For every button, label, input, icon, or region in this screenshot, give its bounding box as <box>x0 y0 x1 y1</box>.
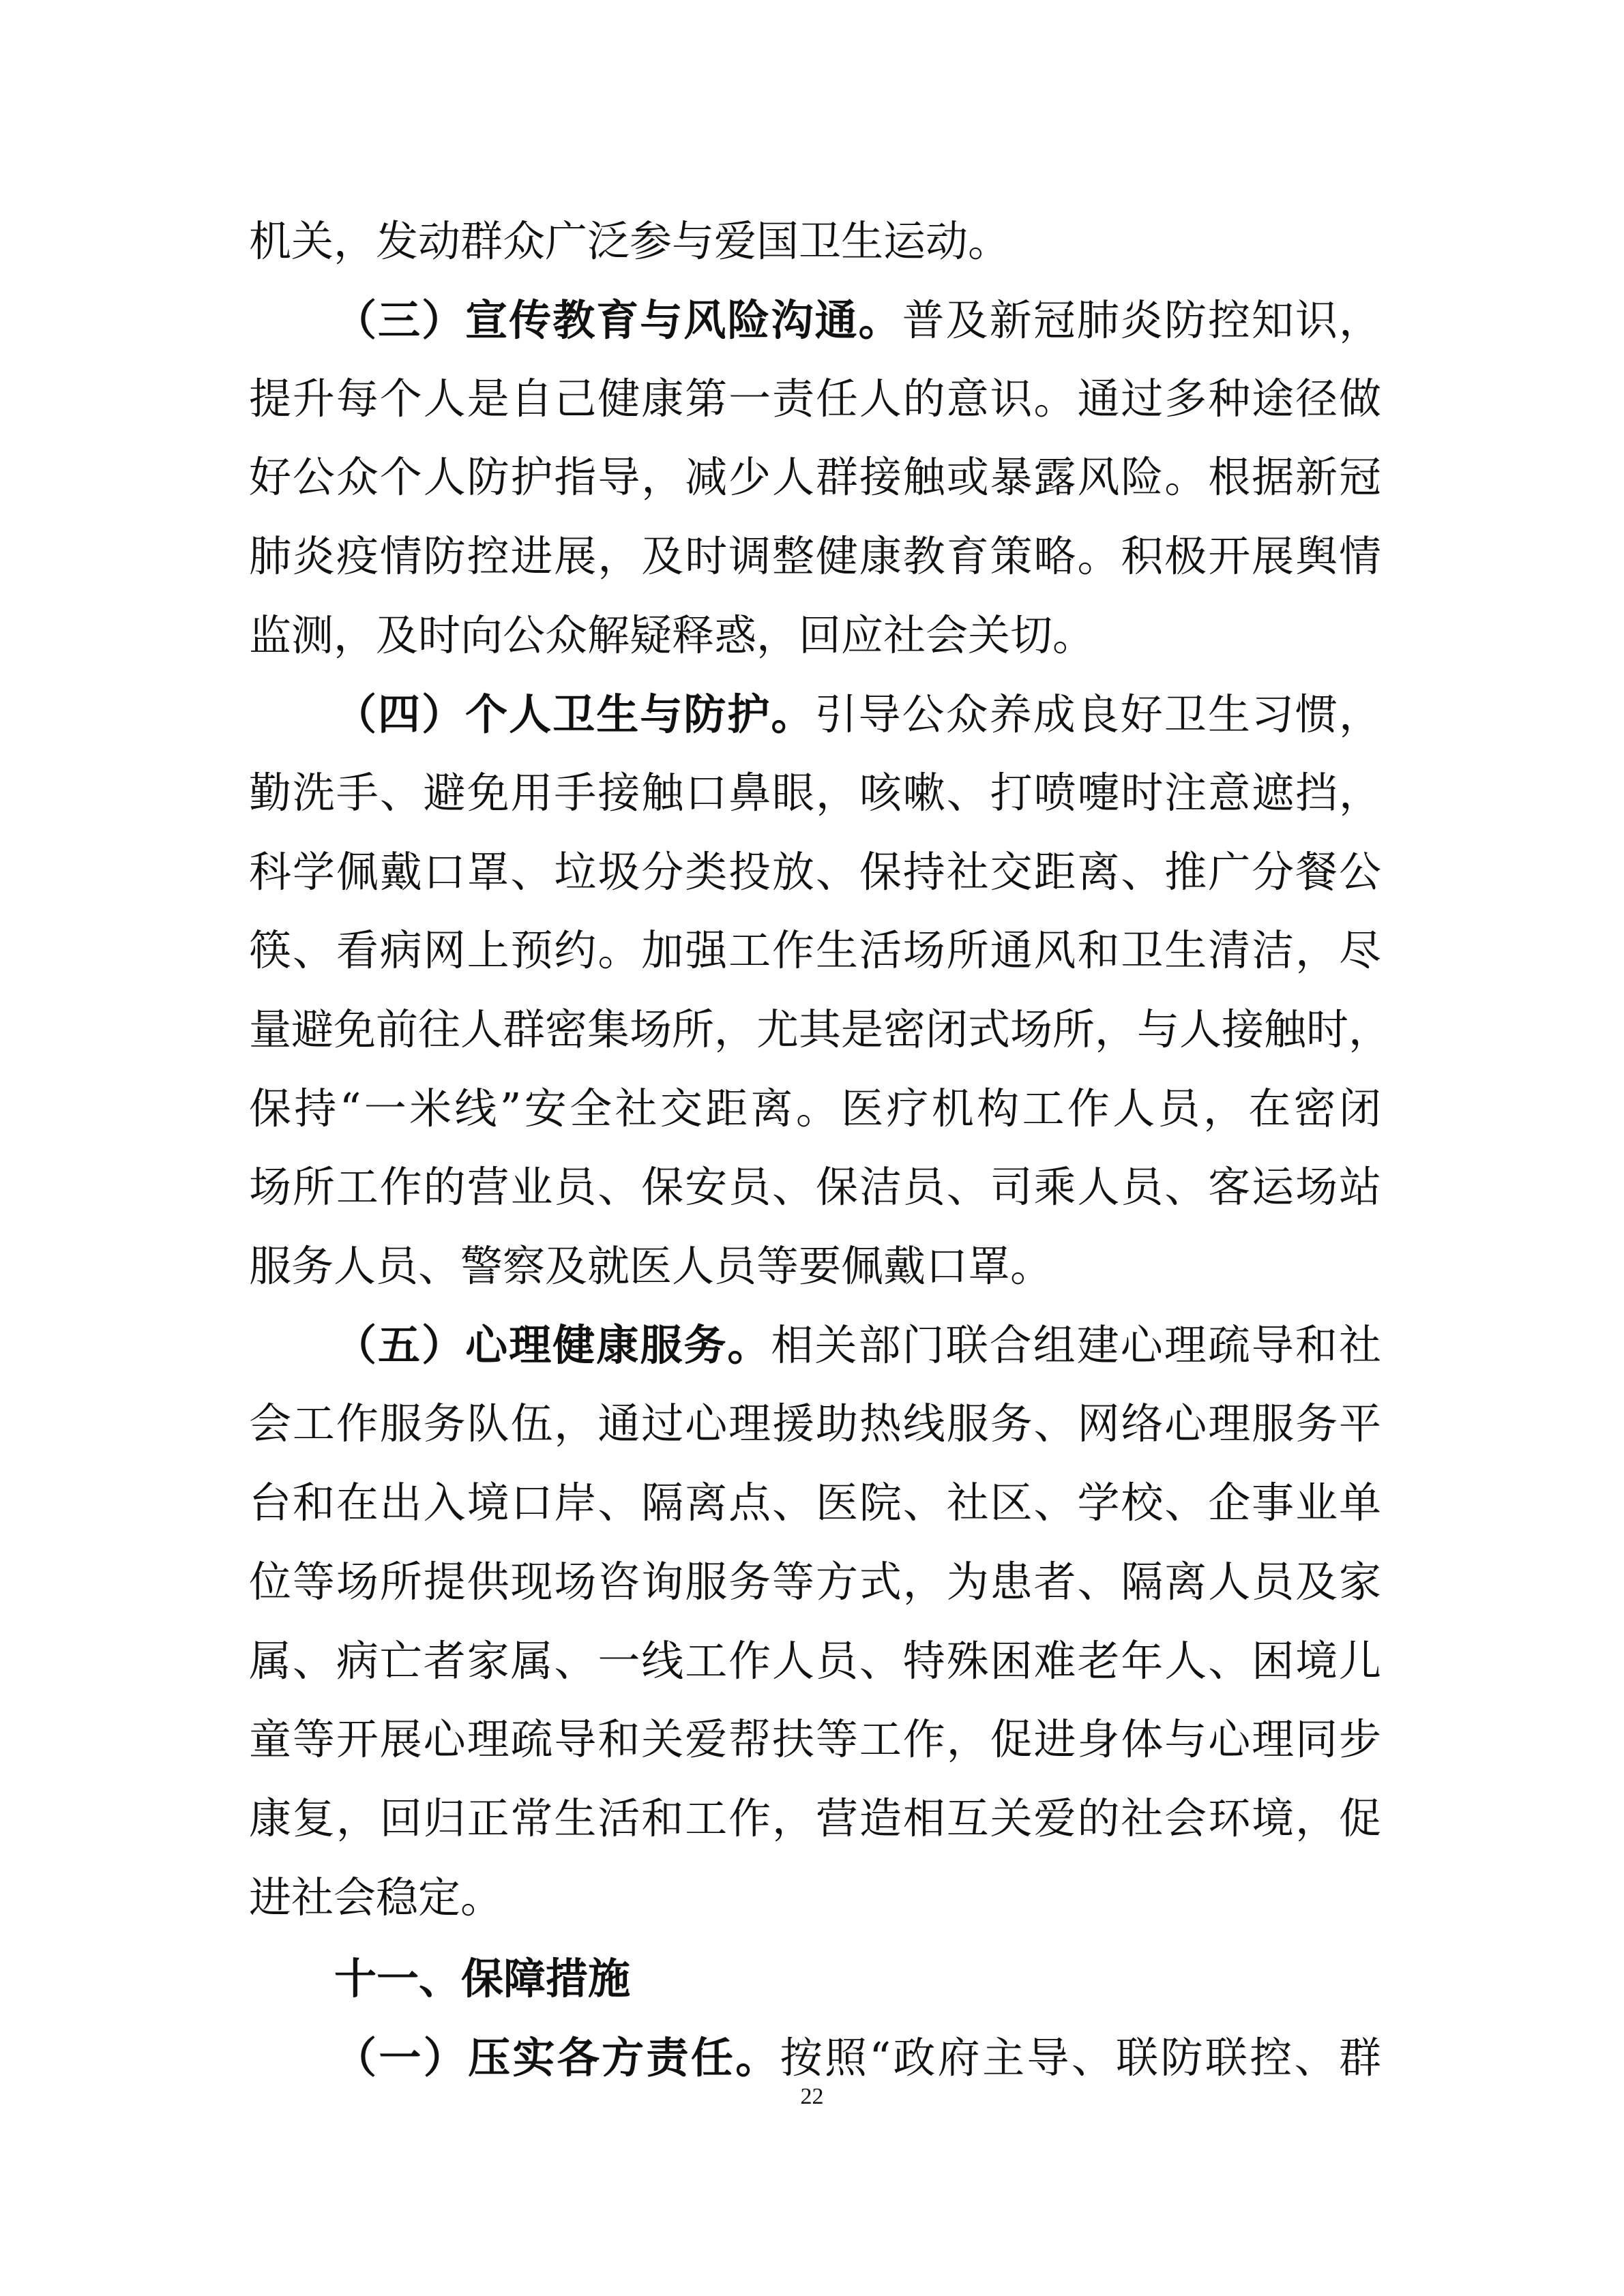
paragraph-line: 监测，及时向公众解疑释惑，回应社会关切。 <box>249 610 1095 660</box>
paragraph-line: 属、病亡者家属、一线工作人员、特殊困难老年人、困境儿 <box>249 1636 1381 1686</box>
paragraph-line: （四）个人卫生与防护。引导公众养成良好卫生习惯， <box>334 689 1381 739</box>
paragraph-line: 场所工作的营业员、保安员、保洁员、司乘人员、客运场站 <box>249 1162 1381 1212</box>
paragraph-line: 好公众个人防护指导，减少人群接触或暴露风险。根据新冠 <box>249 452 1381 502</box>
paragraph-line: 肺炎疫情防控进展，及时调整健康教育策略。积极开展舆情 <box>249 531 1381 581</box>
paragraph-line: 康复，回归正常生活和工作，营造相互关爱的社会环境，促 <box>249 1793 1381 1843</box>
paragraph-line: 筷、看病网上预约。加强工作生活场所通风和卫生清洁，尽 <box>249 925 1381 975</box>
paragraph-line: （一）压实各方责任。按照“政府主导、联防联控、群 <box>334 2033 1381 2083</box>
paragraph-line: 童等开展心理疏导和关爱帮扶等工作，促进身体与心理同步 <box>249 1714 1381 1764</box>
section-subheading: （五）心理健康服务。 <box>334 1320 771 1370</box>
section-heading: 十一、保障措施 <box>334 1954 631 2003</box>
paragraph-line: 科学佩戴口罩、垃圾分类投放、保持社交距离、推广分餐公 <box>249 847 1381 897</box>
paragraph-line: 会工作服务队伍，通过心理援助热线服务、网络心理服务平 <box>249 1399 1381 1448</box>
paragraph-line: 服务人员、警察及就医人员等要佩戴口罩。 <box>249 1241 1053 1291</box>
paragraph-line: 位等场所提供现场咨询服务等方式，为患者、隔离人员及家 <box>249 1557 1381 1607</box>
paragraph-line: 台和在出入境口岸、隔离点、医院、社区、学校、企事业单 <box>249 1478 1381 1527</box>
paragraph-line: 量避免前往人群密集场所，尤其是密闭式场所，与人接触时， <box>249 1004 1391 1054</box>
paragraph-line: （三）宣传教育与风险沟通。普及新冠肺炎防控知识， <box>334 295 1381 345</box>
section-subheading: （四）个人卫生与防护。 <box>334 689 815 739</box>
paragraph-line: 提升每个人是自己健康第一责任人的意识。通过多种途径做 <box>249 374 1381 423</box>
section-subheading: （三）宣传教育与风险沟通。 <box>334 295 902 345</box>
paragraph-line: 勤洗手、避免用手接触口鼻眼，咳嗽、打喷嚏时注意遮挡， <box>249 768 1381 818</box>
paragraph-line: 保持“一米线”安全社交距离。医疗机构工作人员，在密闭 <box>249 1084 1381 1133</box>
page-number: 22 <box>800 2084 824 2109</box>
paragraph-line: 进社会稳定。 <box>249 1873 503 1922</box>
paragraph-line: （五）心理健康服务。相关部门联合组建心理疏导和社 <box>334 1320 1381 1370</box>
paragraph-line: 机关，发动群众广泛参与爱国卫生运动。 <box>249 216 1011 266</box>
section-subheading: （一）压实各方责任。 <box>334 2033 780 2083</box>
